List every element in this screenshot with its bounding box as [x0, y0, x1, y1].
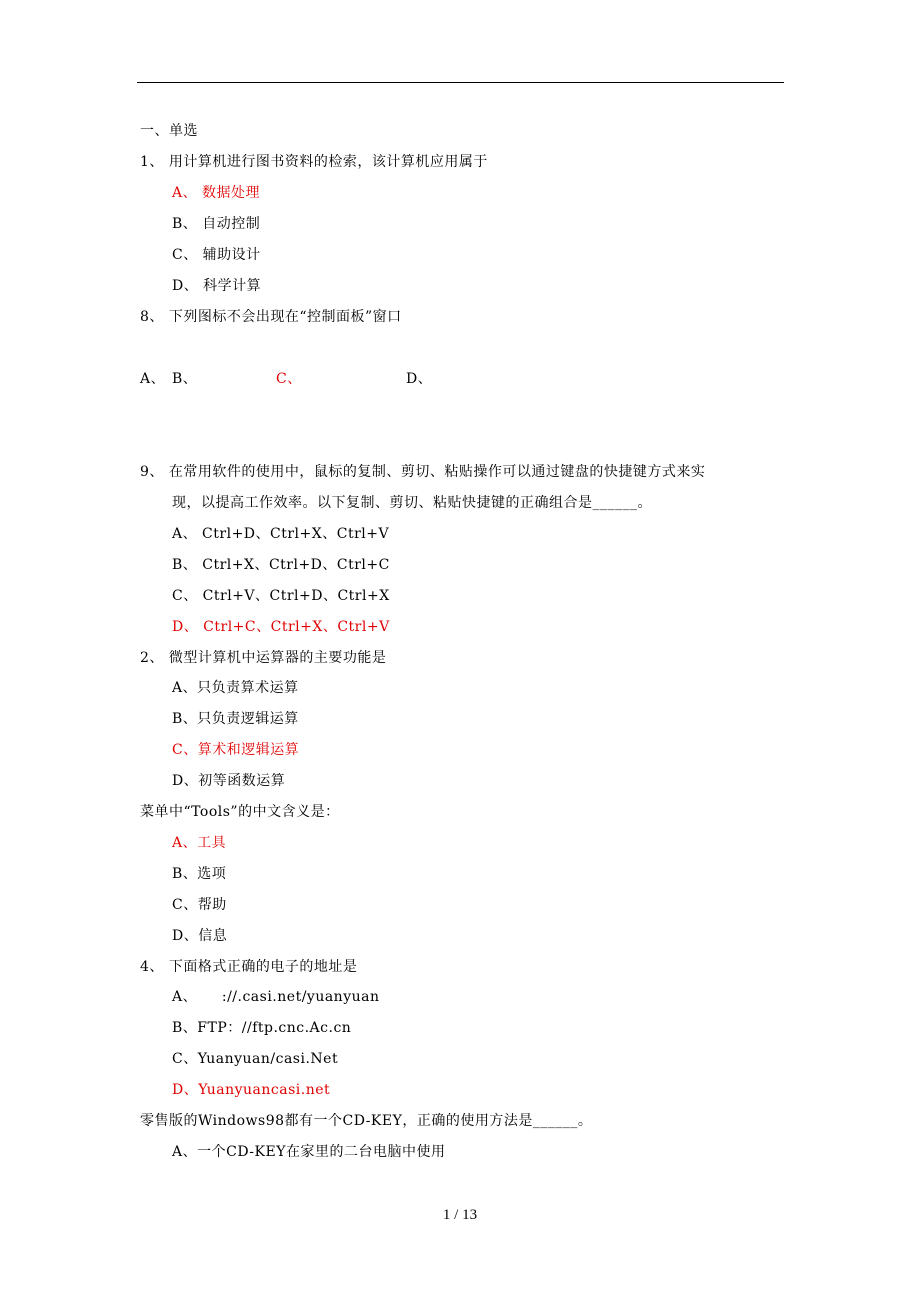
question-tools-option-b: B、选项: [172, 866, 227, 882]
question-2-stem: 2、 微型计算机中运算器的主要功能是: [140, 650, 387, 666]
question-2-option-a: A、只负责算术运算: [172, 680, 299, 696]
question-tools-stem: 菜单中“Tools”的中文含义是：: [140, 804, 340, 820]
question-4-option-b: B、FTP：//ftp.cnc.Ac.cn: [172, 1020, 352, 1036]
page-number: 1 / 13: [442, 1207, 478, 1223]
question-1-option-c: C、 辅助设计: [172, 247, 261, 263]
question-9-option-d: D、 Ctrl+C、Ctrl+X、Ctrl+V: [172, 619, 390, 635]
question-4-option-c: C、Yuanyuan/casi.Net: [172, 1051, 339, 1067]
question-8-option-c: C、: [276, 371, 302, 387]
question-9-option-c: C、 Ctrl+V、Ctrl+D、Ctrl+X: [172, 588, 390, 604]
question-win98-stem: 零售版的Windows98都有一个CD-KEY，正确的使用方法是______。: [140, 1113, 593, 1129]
question-tools-option-a: A、工具: [172, 835, 227, 851]
question-1-option-d: D、 科学计算: [172, 278, 262, 294]
question-8-stem: 8、 下列图标不会出现在“控制面板”窗口: [140, 309, 402, 325]
question-tools-option-d: D、信息: [172, 928, 228, 944]
question-2-option-c: C、算术和逻辑运算: [172, 742, 300, 758]
header-rule: [137, 82, 784, 83]
question-9-option-a: A、 Ctrl+D、Ctrl+X、Ctrl+V: [172, 526, 390, 542]
question-8-option-d: D、: [406, 371, 433, 387]
question-8-option-a: A、: [140, 371, 166, 387]
question-1-option-a: A、 数据处理: [172, 185, 261, 201]
question-4-option-d: D、Yuanyuancasi.net: [172, 1082, 331, 1098]
question-8-option-b: B、: [172, 371, 198, 387]
question-4-stem: 4、 下面格式正确的电子的地址是: [140, 959, 358, 975]
question-1-option-b: B、 自动控制: [172, 216, 261, 232]
question-tools-option-c: C、帮助: [172, 897, 227, 913]
question-1-stem: 1、 用计算机进行图书资料的检索，该计算机应用属于: [140, 154, 488, 170]
section-title: 一、单选: [140, 123, 198, 139]
question-2-option-d: D、初等函数运算: [172, 773, 286, 789]
question-win98-option-a: A、一个CD-KEY在家里的二台电脑中使用: [172, 1144, 446, 1160]
question-9-option-b: B、 Ctrl+X、Ctrl+D、Ctrl+C: [172, 557, 390, 573]
question-2-option-b: B、只负责逻辑运算: [172, 711, 299, 727]
question-9-stem-line1: 9、 在常用软件的使用中，鼠标的复制、剪切、粘贴操作可以通过键盘的快捷键方式来实: [140, 464, 706, 480]
question-9-stem-line2: 现，以提高工作效率。以下复制、剪切、粘贴快捷键的正确组合是______。: [172, 495, 652, 511]
question-4-option-a: A、 ://.casi.net/yuanyuan: [172, 989, 380, 1005]
